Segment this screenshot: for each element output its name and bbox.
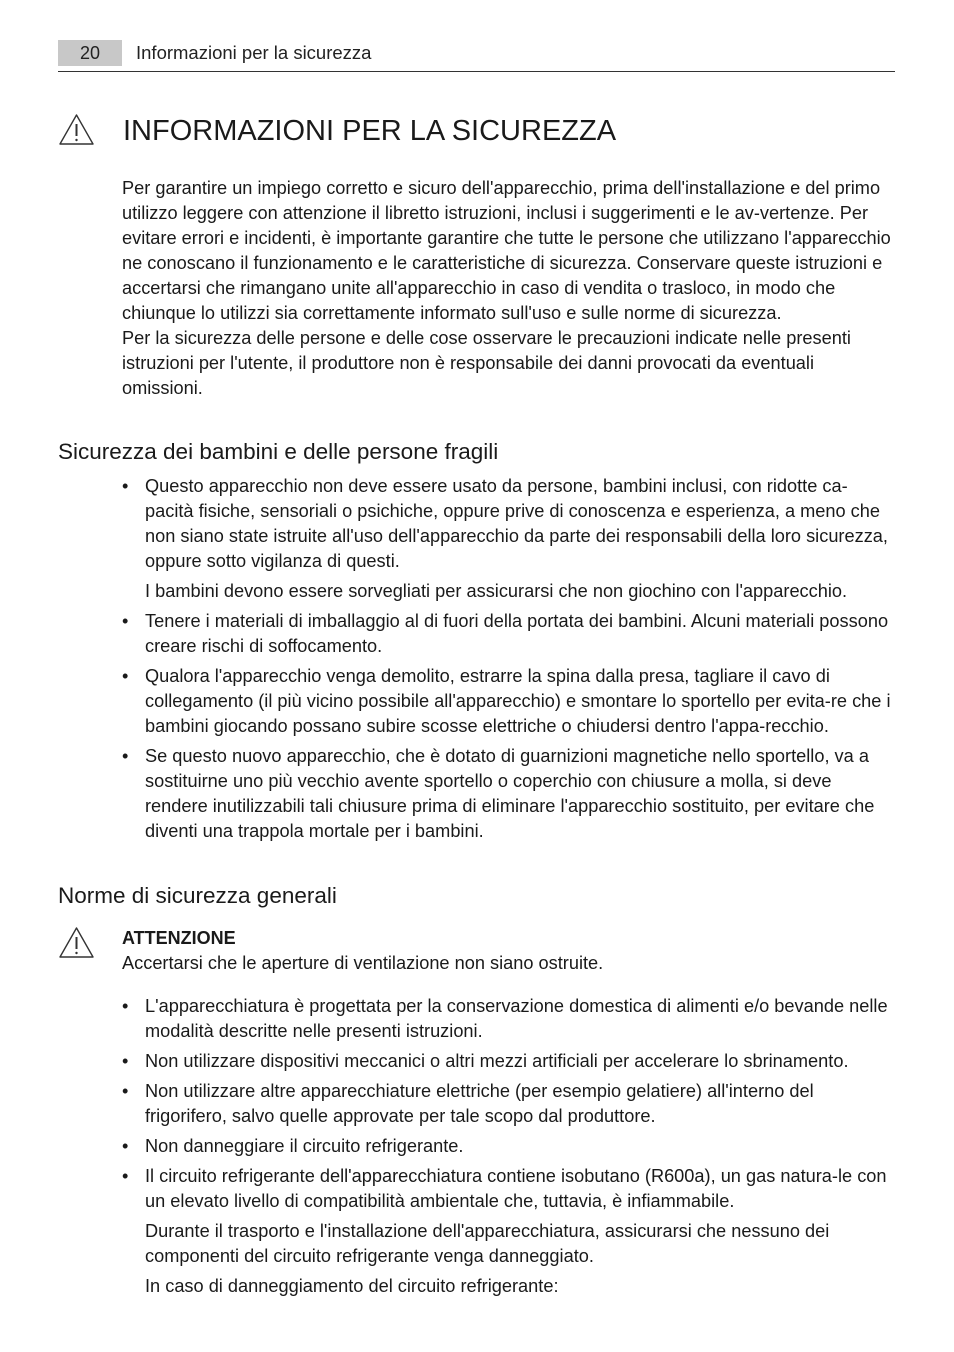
list-item [122, 609, 896, 659]
bullet: • [122, 666, 129, 686]
bullet: • [122, 611, 129, 631]
bullet: • [122, 476, 129, 496]
page-number: 20 [58, 40, 122, 66]
list-item [122, 1134, 896, 1159]
intro-paragraph: Per la sicurezza delle persone e delle cose osservare le precauzioni indicate nelle presenti istruzioni per l'utente, il produttore non è responsabile dei danni provocati da eventuali omissioni. [122, 328, 851, 398]
list-item [122, 474, 896, 574]
warning-block [122, 926, 603, 976]
list-item-text: Se questo nuovo apparecchio, che è dotato di guarnizioni magnetiche nello sportello, va a sostituirne uno più vecchio avente sportello o coperchio con chiusure a molla, si deve rendere inutilizzabili tali chiusure prima di eliminare l'apparecchio sostituito, per evitare che diventi una trappola mortale per i bambini. [145, 746, 875, 841]
list-item [122, 1164, 896, 1214]
list-item-text: Questo apparecchio non deve essere usato da persone, bambini inclusi, con ridotte ca-pacità fisiche, sensoriali o psichiche, oppure prive di conoscenza e esperienza, a meno che non siano state istruite all'uso dell'apparecchio da parte dei responsabili della loro sicurezza, oppure sotto vigilanza di questi. [145, 476, 888, 571]
list-followup: In caso di danneggiamento del circuito refrigerante: [145, 1276, 559, 1296]
warning-triangle-icon [58, 926, 95, 959]
list-item-text: Non utilizzare altre apparecchiature elettriche (per esempio gelatiere) all'interno del frigorifero, salvo quelle approvate per tale scopo dal produttore. [145, 1081, 814, 1126]
list-item [122, 664, 896, 739]
bullet: • [122, 1051, 129, 1071]
intro-text [122, 176, 894, 401]
section-heading-child-safety: Sicurezza dei bambini e delle persone fragili [58, 439, 499, 464]
warning-triangle-icon [58, 113, 95, 146]
bullet: • [122, 746, 129, 766]
list-item-text: Non danneggiare il circuito refrigerante. [145, 1136, 464, 1156]
list-item-text: Qualora l'apparecchio venga demolito, estrarre la spina dalla presa, tagliare il cavo di collegamento (il più vicino possibile all'apparecchio) e smontare lo sportello per evita-re che i bambini giocando possano subire scosse elettriche o chiudersi dentro l'appa-recchio. [145, 666, 891, 736]
section-heading-general-safety: Norme di sicurezza generali [58, 883, 337, 908]
page-header [58, 40, 895, 72]
list-followup: I bambini devono essere sorvegliati per assicurarsi che non giochino con l'apparecchio. [145, 581, 848, 601]
list-item-text: L'apparecchiatura è progettata per la conservazione domestica di alimenti e/o bevande nelle modalità descritte nelle presenti istruzioni. [145, 996, 888, 1041]
list-item-text: Tenere i materiali di imballaggio al di fuori della portata dei bambini. Alcuni materiali possono creare rischi di soffocamento. [145, 611, 889, 656]
list-item-text: Il circuito refrigerante dell'apparecchiatura contiene isobutano (R600a), un gas natura-le con un elevato livello di compatibilità ambientale che, tuttavia, è infiammabile. [145, 1166, 887, 1211]
list-item [122, 744, 896, 844]
page-title: INFORMAZIONI PER LA SICUREZZA [123, 115, 617, 147]
list-item [122, 994, 896, 1044]
warning-label: ATTENZIONE [122, 928, 236, 948]
child-safety-list [122, 474, 896, 849]
general-safety-list [122, 994, 896, 1304]
intro-paragraph: Per garantire un impiego corretto e sicuro dell'apparecchio, prima dell'installazione e del primo utilizzo leggere con attenzione il libretto istruzioni, inclusi i suggerimenti e le av-vertenze. Per evitare errori e incidenti, è importante garantire che tutte le persone che utilizzano l'apparecchio ne conoscano il funzionamento e le caratteristiche di sicurezza. Conservare queste istruzioni e accertarsi che rimangano unite all'apparecchio in caso di vendita o trasloco, in modo che chiunque lo utilizzi sia correttamente informato sull'uso e sulle norme di sicurezza. [122, 178, 891, 323]
bullet: • [122, 1081, 129, 1101]
running-title: Informazioni per la sicurezza [136, 42, 372, 63]
bullet: • [122, 1136, 129, 1156]
warning-text: Accertarsi che le aperture di ventilazione non siano ostruite. [122, 953, 604, 973]
bullet: • [122, 996, 129, 1016]
list-followup: Durante il trasporto e l'installazione dell'apparecchiatura, assicurarsi che nessuno dei componenti del circuito refrigerante venga danneggiato. [145, 1221, 830, 1266]
bullet: • [122, 1166, 129, 1186]
list-item-text: Non utilizzare dispositivi meccanici o altri mezzi artificiali per accelerare lo sbrinamento. [145, 1051, 849, 1071]
list-item [122, 1079, 896, 1129]
list-item [122, 1049, 896, 1074]
